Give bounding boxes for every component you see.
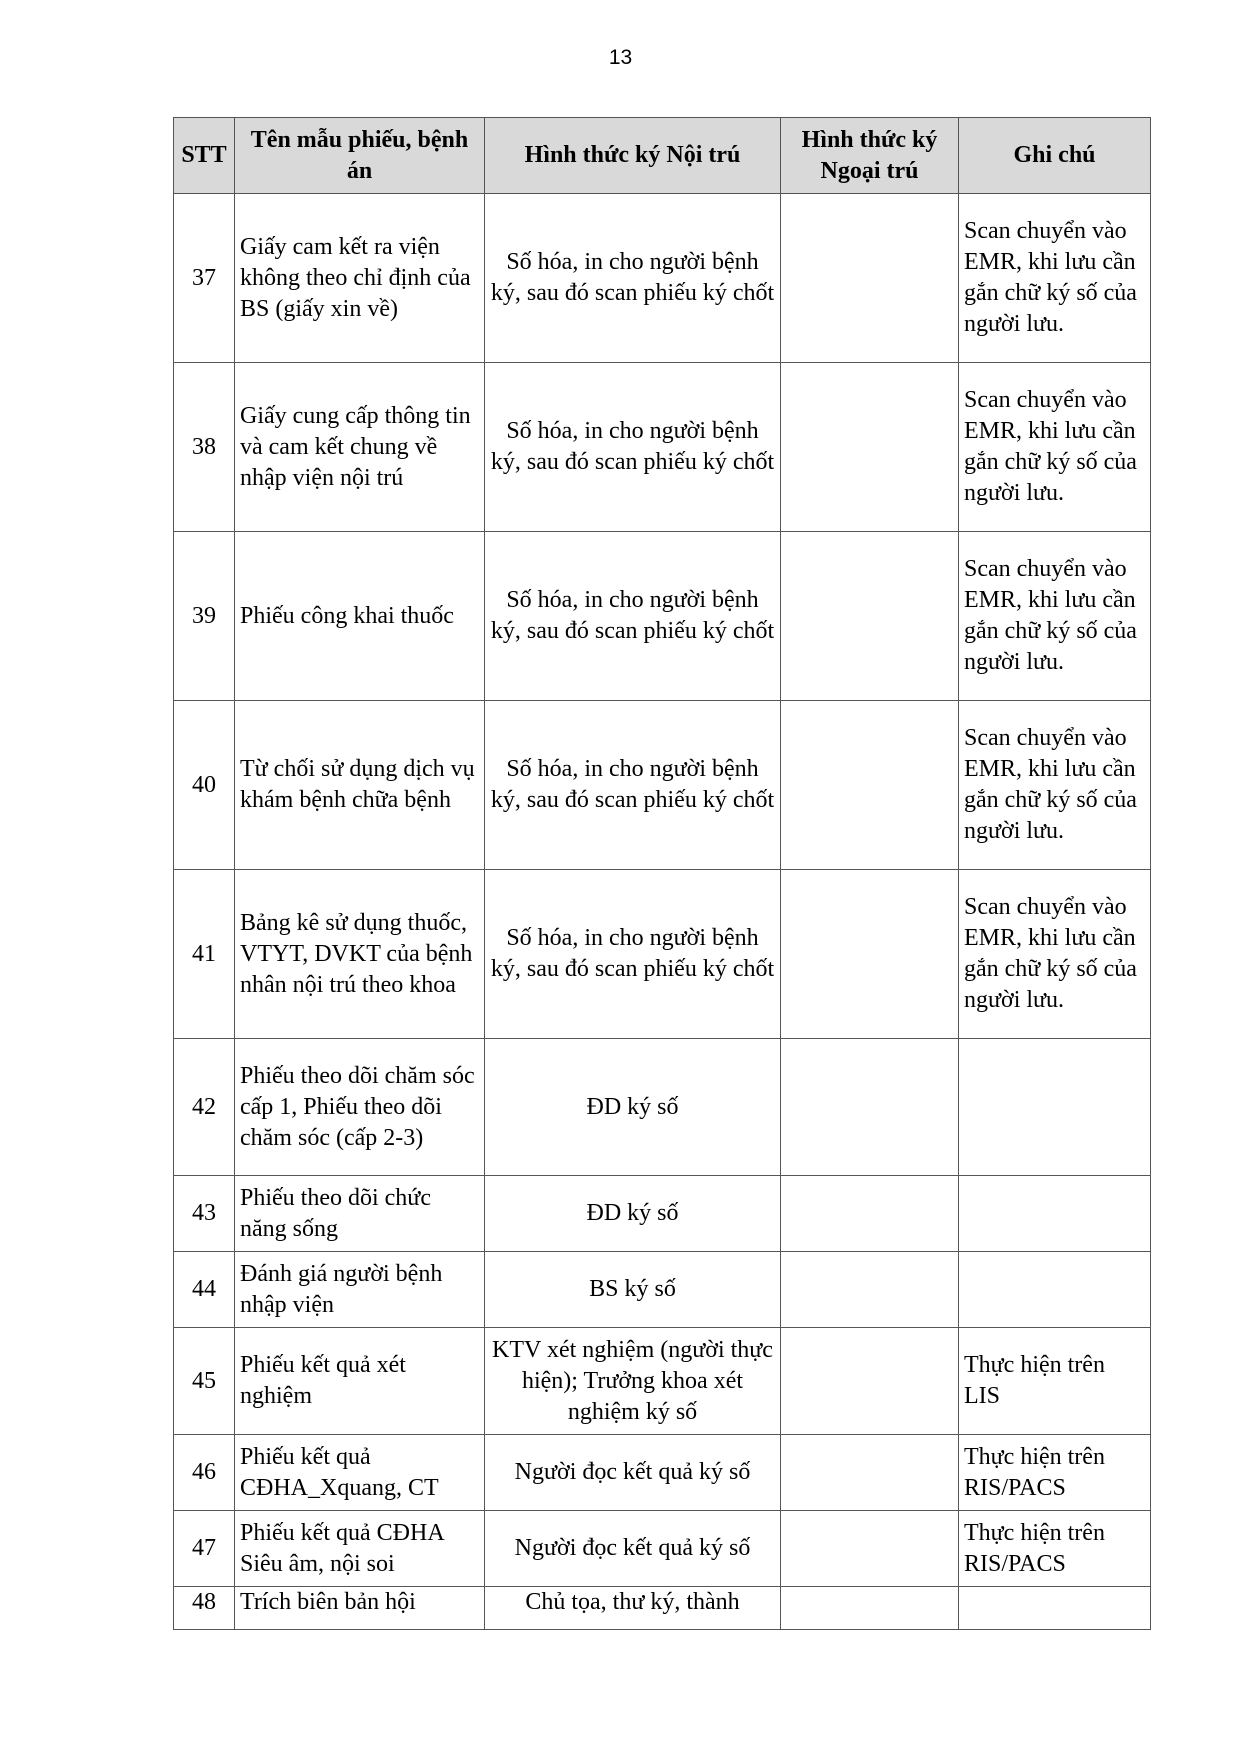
table-row (174, 1328, 1151, 1435)
cell-stt: 46 (174, 1435, 235, 1511)
page-number: 13 (608, 46, 633, 69)
cell-stt: 44 (174, 1252, 235, 1328)
cell-inpatient: ĐD ký số (485, 1176, 781, 1252)
cell-inpatient: Người đọc kết quả ký số (485, 1511, 781, 1587)
cell-outpatient (781, 1176, 959, 1252)
cell-note: Scan chuyển vào EMR, khi lưu cần gắn chữ ký số của người lưu. (959, 701, 1151, 870)
table-row (174, 363, 1151, 532)
cell-note: Thực hiện trên RIS/PACS (959, 1511, 1151, 1587)
cell-note: Thực hiện trên RIS/PACS (959, 1435, 1151, 1511)
cell-outpatient (781, 532, 959, 701)
cell-note (959, 1039, 1151, 1176)
cell-form-name: Giấy cung cấp thông tin và cam kết chung về nhập viện nội trú (235, 363, 485, 532)
table-row (174, 1252, 1151, 1328)
table-row (174, 1039, 1151, 1176)
cell-inpatient: BS ký số (485, 1252, 781, 1328)
cell-form-name: Giấy cam kết ra viện không theo chỉ định của BS (giấy xin về) (235, 194, 485, 363)
cell-stt: 41 (174, 870, 235, 1039)
cell-form-name: Phiếu theo dõi chức năng sống (235, 1176, 485, 1252)
cell-form-name: Đánh giá người bệnh nhập viện (235, 1252, 485, 1328)
cell-inpatient: Số hóa, in cho người bệnh ký, sau đó scan phiếu ký chốt (485, 194, 781, 363)
header-note: Ghi chú (959, 118, 1151, 194)
header-inpatient-signing: Hình thức ký Nội trú (485, 118, 781, 194)
cell-note: Scan chuyển vào EMR, khi lưu cần gắn chữ ký số của người lưu. (959, 363, 1151, 532)
cell-outpatient (781, 870, 959, 1039)
cell-outpatient (781, 1328, 959, 1435)
cell-form-name: Phiếu kết quả CĐHA_Xquang, CT (235, 1435, 485, 1511)
cell-stt: 38 (174, 363, 235, 532)
header-outpatient-signing: Hình thức ký Ngoại trú (781, 118, 959, 194)
table-row (174, 1435, 1151, 1511)
cell-form-name: Từ chối sử dụng dịch vụ khám bệnh chữa bệnh (235, 701, 485, 870)
cell-form-name: Phiếu công khai thuốc (235, 532, 485, 701)
cell-outpatient (781, 1587, 959, 1630)
cell-note: Scan chuyển vào EMR, khi lưu cần gắn chữ ký số của người lưu. (959, 194, 1151, 363)
cell-stt: 47 (174, 1511, 235, 1587)
cell-form-name: Bảng kê sử dụng thuốc, VTYT, DVKT của bệnh nhân nội trú theo khoa (235, 870, 485, 1039)
cell-outpatient (781, 1511, 959, 1587)
table-header-row (174, 118, 1151, 194)
cell-stt: 39 (174, 532, 235, 701)
cell-stt: 37 (174, 194, 235, 363)
cell-outpatient (781, 194, 959, 363)
cell-form-name: Trích biên bản hội (235, 1587, 485, 1630)
table-row (174, 194, 1151, 363)
cell-outpatient (781, 701, 959, 870)
cell-inpatient: Chủ tọa, thư ký, thành (485, 1587, 781, 1630)
cell-outpatient (781, 1435, 959, 1511)
table-row (174, 1511, 1151, 1587)
cell-stt: 42 (174, 1039, 235, 1176)
cell-inpatient: Số hóa, in cho người bệnh ký, sau đó scan phiếu ký chốt (485, 870, 781, 1039)
cell-inpatient: ĐD ký số (485, 1039, 781, 1176)
table-row (174, 1176, 1151, 1252)
cell-note: Scan chuyển vào EMR, khi lưu cần gắn chữ ký số của người lưu. (959, 870, 1151, 1039)
cell-form-name: Phiếu kết quả xét nghiệm (235, 1328, 485, 1435)
cell-note: Thực hiện trên LIS (959, 1328, 1151, 1435)
table-row (174, 701, 1151, 870)
cell-inpatient: KTV xét nghiệm (người thực hiện); Trưởng khoa xét nghiệm ký số (485, 1328, 781, 1435)
signature-forms-table (173, 117, 1151, 1630)
cell-form-name: Phiếu kết quả CĐHA Siêu âm, nội soi (235, 1511, 485, 1587)
cell-form-name: Phiếu theo dõi chăm sóc cấp 1, Phiếu theo dõi chăm sóc (cấp 2-3) (235, 1039, 485, 1176)
cell-stt: 45 (174, 1328, 235, 1435)
cell-note: Scan chuyển vào EMR, khi lưu cần gắn chữ ký số của người lưu. (959, 532, 1151, 701)
cell-note (959, 1252, 1151, 1328)
cell-inpatient: Số hóa, in cho người bệnh ký, sau đó scan phiếu ký chốt (485, 532, 781, 701)
header-form-name: Tên mẫu phiếu, bệnh án (235, 118, 485, 194)
cell-inpatient: Người đọc kết quả ký số (485, 1435, 781, 1511)
table-row (174, 532, 1151, 701)
cell-outpatient (781, 1039, 959, 1176)
header-stt: STT (174, 118, 235, 194)
cell-inpatient: Số hóa, in cho người bệnh ký, sau đó scan phiếu ký chốt (485, 363, 781, 532)
table-row (174, 870, 1151, 1039)
cell-stt: 43 (174, 1176, 235, 1252)
cell-outpatient (781, 1252, 959, 1328)
cell-note (959, 1176, 1151, 1252)
cell-inpatient: Số hóa, in cho người bệnh ký, sau đó scan phiếu ký chốt (485, 701, 781, 870)
cell-stt: 48 (174, 1587, 235, 1630)
cell-outpatient (781, 363, 959, 532)
cell-note (959, 1587, 1151, 1630)
cell-stt: 40 (174, 701, 235, 870)
table-row (174, 1587, 1151, 1630)
